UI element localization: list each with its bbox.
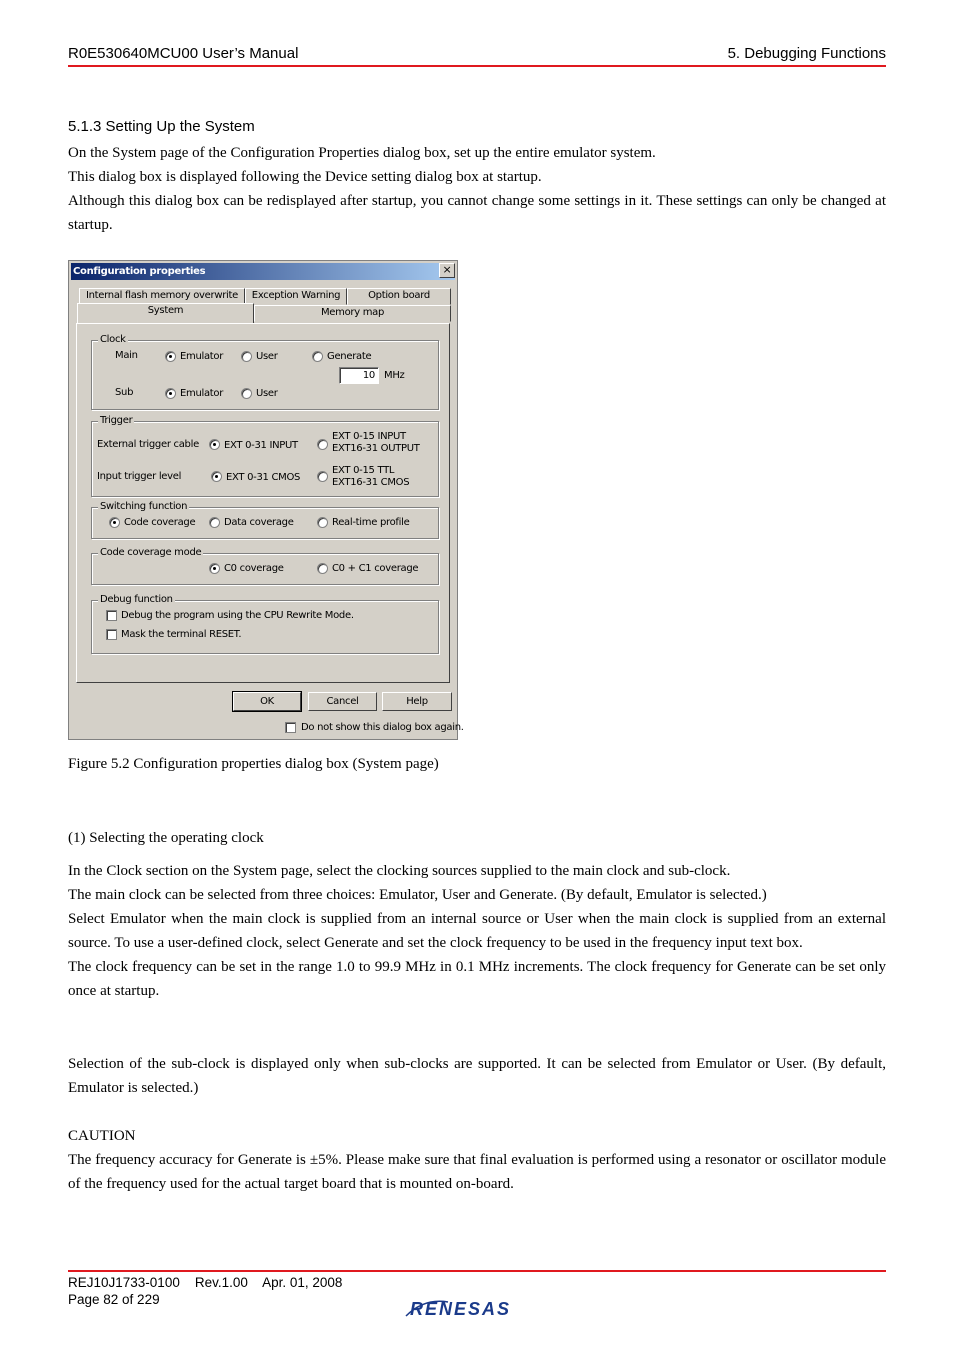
tab-memory-map[interactable]: Memory map bbox=[254, 305, 451, 322]
doc-id: REJ10J1733-0100 Rev.1.00 Apr. 01, 2008 bbox=[68, 1275, 343, 1290]
subsection-title: (1) Selecting the operating clock bbox=[68, 830, 264, 846]
intro-paragraph: Although this dialog box can be redisplayed after startup, you cannot change some settings in it. These settings can only be changed at startup. bbox=[68, 193, 886, 233]
manual-title: R0E530640MCU00 User’s Manual bbox=[68, 45, 299, 62]
ext-trigger-opt2-line1: EXT 0-15 INPUT bbox=[332, 431, 406, 442]
page-number: Page 82 of 229 bbox=[68, 1292, 160, 1307]
ext-trigger-opt1-label: EXT 0-31 INPUT bbox=[224, 440, 298, 451]
clock-body bbox=[68, 859, 886, 1003]
renesas-logo-icon bbox=[404, 1296, 552, 1320]
c0-coverage-label: C0 coverage bbox=[224, 563, 284, 574]
sub-emulator-radio[interactable] bbox=[165, 388, 176, 399]
page-footer bbox=[68, 1270, 886, 1307]
main-clock-label: Main bbox=[115, 350, 138, 361]
body-paragraph: In the Clock section on the System page, select the clocking sources supplied to the main clock and sub-clock. bbox=[68, 863, 731, 879]
sub-clock-label: Sub bbox=[115, 387, 134, 398]
input-trigger-opt2-line2: EXT16-31 CMOS bbox=[332, 477, 410, 488]
ext-trigger-opt2-radio[interactable] bbox=[317, 439, 328, 450]
cancel-button[interactable]: Cancel bbox=[308, 692, 377, 711]
frequency-unit: MHz bbox=[384, 370, 405, 381]
dont-show-label: Do not show this dialog box again. bbox=[301, 722, 464, 733]
configuration-dialog bbox=[68, 260, 464, 740]
cpu-rewrite-label: Debug the program using the CPU Rewrite Mode. bbox=[121, 610, 354, 621]
body-paragraph: Select Emulator when the main clock is supplied from an internal source or User when the main clock is supplied from an external source. To use a user-defined clock, select Generate and set the clock frequency to be used in the frequency input text box. bbox=[68, 911, 886, 951]
realtime-profile-radio[interactable] bbox=[317, 517, 328, 528]
subclock-paragraph: Selection of the sub-clock is displayed only when sub-clocks are supported. It can be selected from Emulator or User. (By default, Emulator is selected.) bbox=[68, 1056, 886, 1096]
mask-reset-label: Mask the terminal RESET. bbox=[121, 629, 242, 640]
ext-trigger-opt2-line2: EXT16-31 OUTPUT bbox=[332, 443, 420, 454]
cpu-rewrite-checkbox[interactable] bbox=[106, 610, 117, 621]
c0c1-coverage-radio[interactable] bbox=[317, 563, 328, 574]
ext-trigger-label: External trigger cable bbox=[97, 439, 199, 450]
intro-text bbox=[68, 141, 886, 237]
tab-exception-warning[interactable]: Exception Warning bbox=[245, 288, 347, 305]
realtime-profile-label: Real-time profile bbox=[332, 517, 410, 528]
figure-caption: Figure 5.2 Configuration properties dialog box (System page) bbox=[68, 756, 439, 772]
main-emulator-label: Emulator bbox=[180, 351, 224, 362]
tab-option-board[interactable]: Option board bbox=[347, 288, 451, 305]
intro-paragraph: On the System page of the Configuration Properties dialog box, set up the entire emulator system. bbox=[68, 145, 656, 161]
input-trigger-opt2-radio[interactable] bbox=[317, 471, 328, 482]
page-header bbox=[68, 45, 886, 67]
input-trigger-opt2-line1: EXT 0-15 TTL bbox=[332, 465, 395, 476]
c0c1-coverage-label: C0 + C1 coverage bbox=[332, 563, 419, 574]
sub-user-radio[interactable] bbox=[241, 388, 252, 399]
renesas-logo bbox=[404, 1296, 552, 1325]
body-paragraph: The main clock can be selected from three choices: Emulator, User and Generate. (By default, Emulator is selected.) bbox=[68, 887, 767, 903]
main-generate-radio[interactable] bbox=[312, 351, 323, 362]
dont-show-checkbox[interactable] bbox=[285, 722, 296, 733]
svg-text:RENESAS: RENESAS bbox=[410, 1299, 512, 1319]
ok-button[interactable]: OK bbox=[233, 692, 301, 711]
input-trigger-opt1-radio[interactable] bbox=[211, 471, 222, 482]
code-coverage-label: Code coverage bbox=[124, 517, 196, 528]
body-paragraph: The clock frequency can be set in the range 1.0 to 99.9 MHz in 0.1 MHz increments. The clock frequency for Generate can be set only once at startup. bbox=[68, 959, 886, 999]
sub-emulator-label: Emulator bbox=[180, 388, 224, 399]
input-trigger-label: Input trigger level bbox=[97, 471, 182, 482]
main-generate-label: Generate bbox=[327, 351, 372, 362]
caution-title: CAUTION bbox=[68, 1128, 136, 1144]
intro-paragraph: This dialog box is displayed following the Device setting dialog box at startup. bbox=[68, 169, 542, 185]
clock-group-label: Clock bbox=[100, 334, 126, 345]
main-emulator-radio[interactable] bbox=[165, 351, 176, 362]
switching-group-label: Switching function bbox=[100, 501, 188, 512]
input-trigger-opt1-label: EXT 0-31 CMOS bbox=[226, 472, 301, 483]
debug-group bbox=[91, 594, 439, 654]
system-tab-panel bbox=[76, 323, 450, 683]
trigger-group-label: Trigger bbox=[100, 415, 133, 426]
ext-trigger-opt1-radio[interactable] bbox=[209, 439, 220, 450]
debug-group-label: Debug function bbox=[100, 594, 173, 605]
sub-user-label: User bbox=[256, 388, 278, 399]
tab-system[interactable]: System bbox=[77, 303, 254, 323]
close-icon[interactable]: × bbox=[439, 263, 455, 278]
dialog-title: Configuration properties bbox=[71, 263, 455, 280]
coverage-mode-label: Code coverage mode bbox=[100, 547, 202, 558]
main-user-radio[interactable] bbox=[241, 351, 252, 362]
help-button[interactable]: Help bbox=[382, 692, 452, 711]
code-coverage-radio[interactable] bbox=[109, 517, 120, 528]
main-user-label: User bbox=[256, 351, 278, 362]
frequency-input[interactable]: 10 bbox=[339, 367, 379, 384]
data-coverage-radio[interactable] bbox=[209, 517, 220, 528]
caution-text: The frequency accuracy for Generate is ±5%. Please make sure that final evaluation is performed using a resonator or oscillator module of the frequency used for the actual target board that is mounted on-board. bbox=[68, 1152, 886, 1192]
data-coverage-label: Data coverage bbox=[224, 517, 294, 528]
chapter-title: 5. Debugging Functions bbox=[727, 45, 886, 62]
mask-reset-checkbox[interactable] bbox=[106, 629, 117, 640]
section-title: 5.1.3 Setting Up the System bbox=[68, 118, 255, 135]
c0-coverage-radio[interactable] bbox=[209, 563, 220, 574]
tab-internal-flash[interactable]: Internal flash memory overwrite bbox=[79, 288, 245, 305]
